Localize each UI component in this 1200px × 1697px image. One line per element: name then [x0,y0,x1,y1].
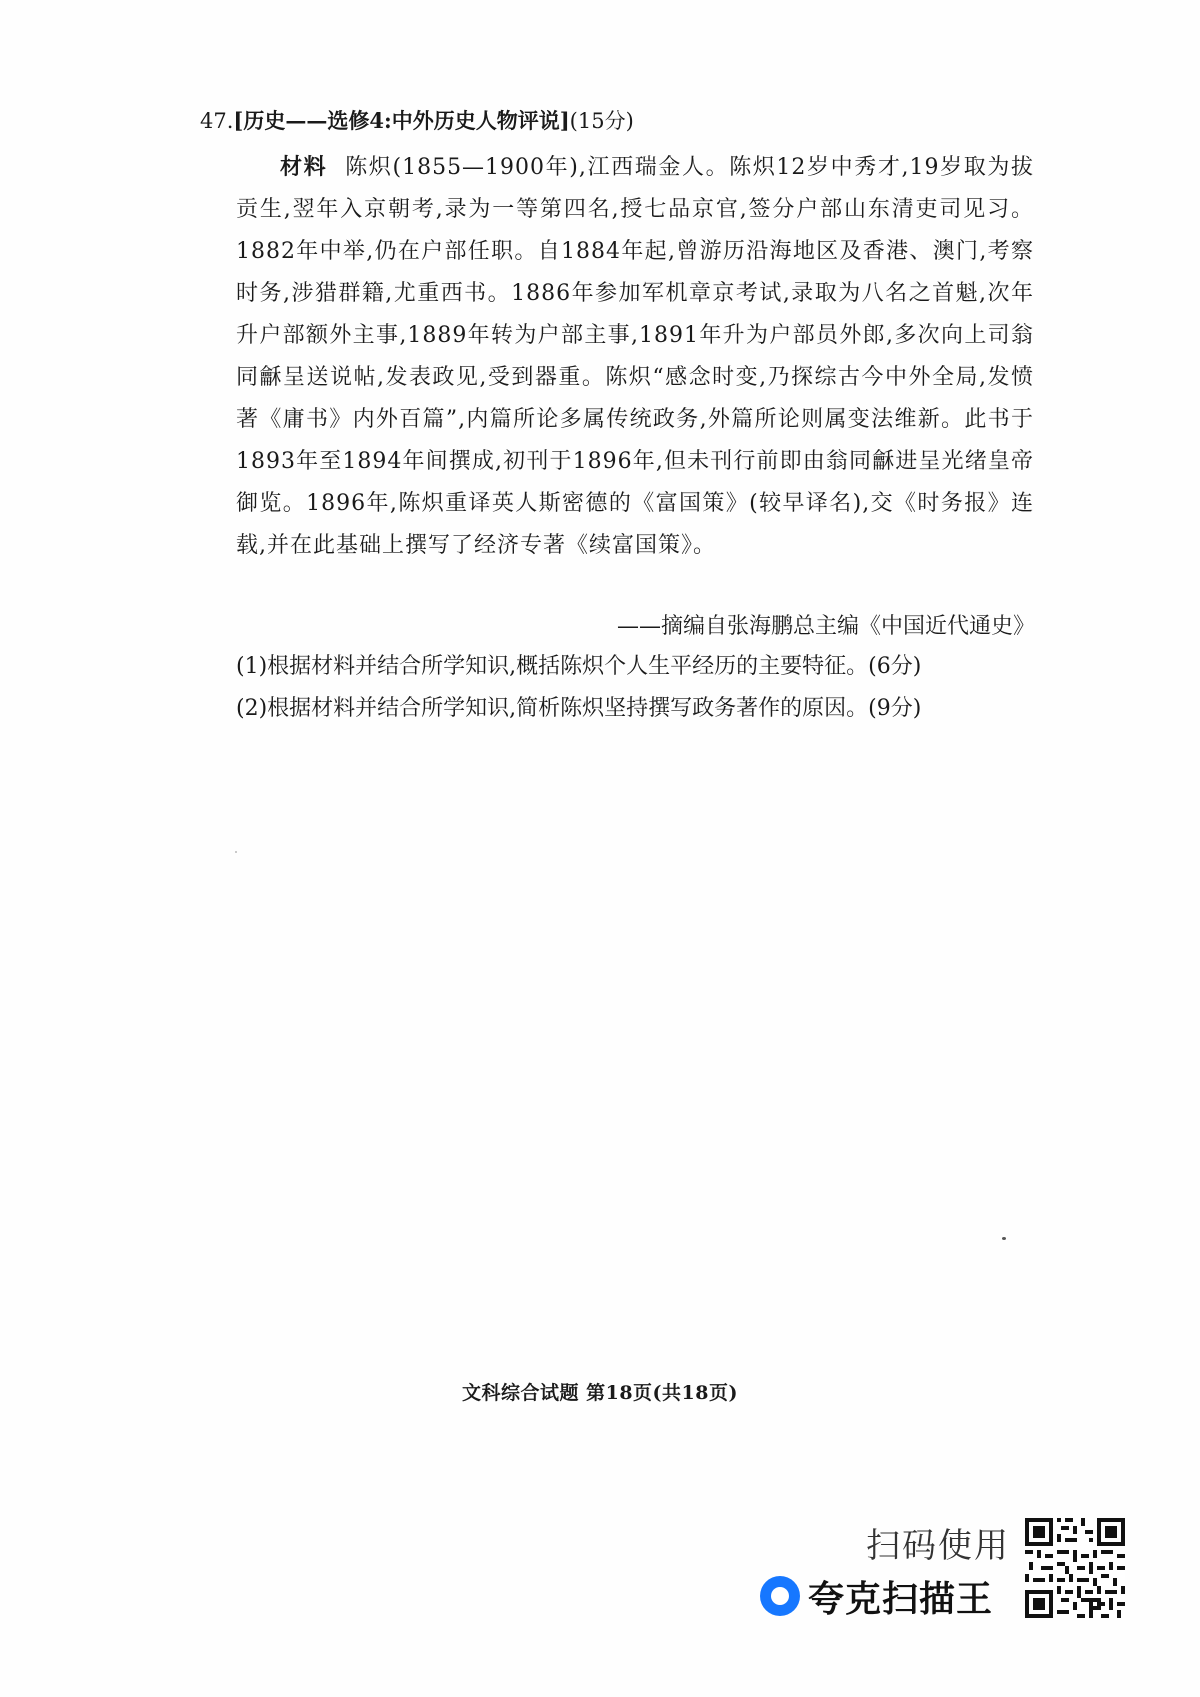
brand-logo-row [760,1574,993,1618]
question-score: (15分) [569,109,634,133]
scanner-watermark [760,1518,1020,1628]
page-footer: 文科综合试题 第18页(共18页) [462,1382,738,1404]
material-source: ——摘编自张海鹏总主编《中国近代通史》 [616,614,1035,639]
question-number: 47. [200,109,234,133]
material-label: 材料 [280,154,328,180]
material-text: 陈炽(1855—1900年),江西瑞金人。陈炽12岁中秀才,19岁取为拔贡生,翌年入京朝考,录为一等第四名,授七品京官,签分户部山东清吏司见习。1882年中举,仍在户部任职。自1884年起,曾游历沿海地区及香港、澳门,考察时务,涉猎群籍,尤重西书。1886年参加军机章京考试,录取为八名之首魁,次年升户部额外主事,1889年转为户部主事,1891年升为户部员外郎,多次向上司翁同龢呈送说帖,发表政见,受到器重。陈炽“感念时变,乃探综古今中外全局,发愤著《庸书》内外百篇”,内篇所论多属传统政务,外篇所论则属变法维新。此书于1893年至1894年间撰成,初刊于1896年,但未刊行前即由翁同龢进呈光绪皇帝御览。1896年,陈炽重译英人斯密德的《富国策》(较早译名),交《时务报》连载,并在此基础上撰写了经济专著《续富国策》。 [236,155,1034,558]
quark-logo-icon [760,1576,800,1616]
brand-app-name: 夸克扫描王 [808,1578,994,1620]
scan-speck [235,851,237,853]
material-paragraph [236,146,1034,567]
scan-to-use-label: 扫码使用 [866,1526,1010,1566]
question-title: [历史——选修4:中外历史人物评说] [233,108,570,133]
sub-question-2: (2)根据材料并结合所学知识,简析陈炽坚持撰写政务著作的原因。(9分) [236,696,922,721]
sub-question-1: (1)根据材料并结合所学知识,概括陈炽个人生平经历的主要特征。(6分) [236,654,922,679]
question-header [200,104,634,138]
qr-code-icon [1025,1518,1125,1618]
scan-speck [1002,1237,1006,1240]
